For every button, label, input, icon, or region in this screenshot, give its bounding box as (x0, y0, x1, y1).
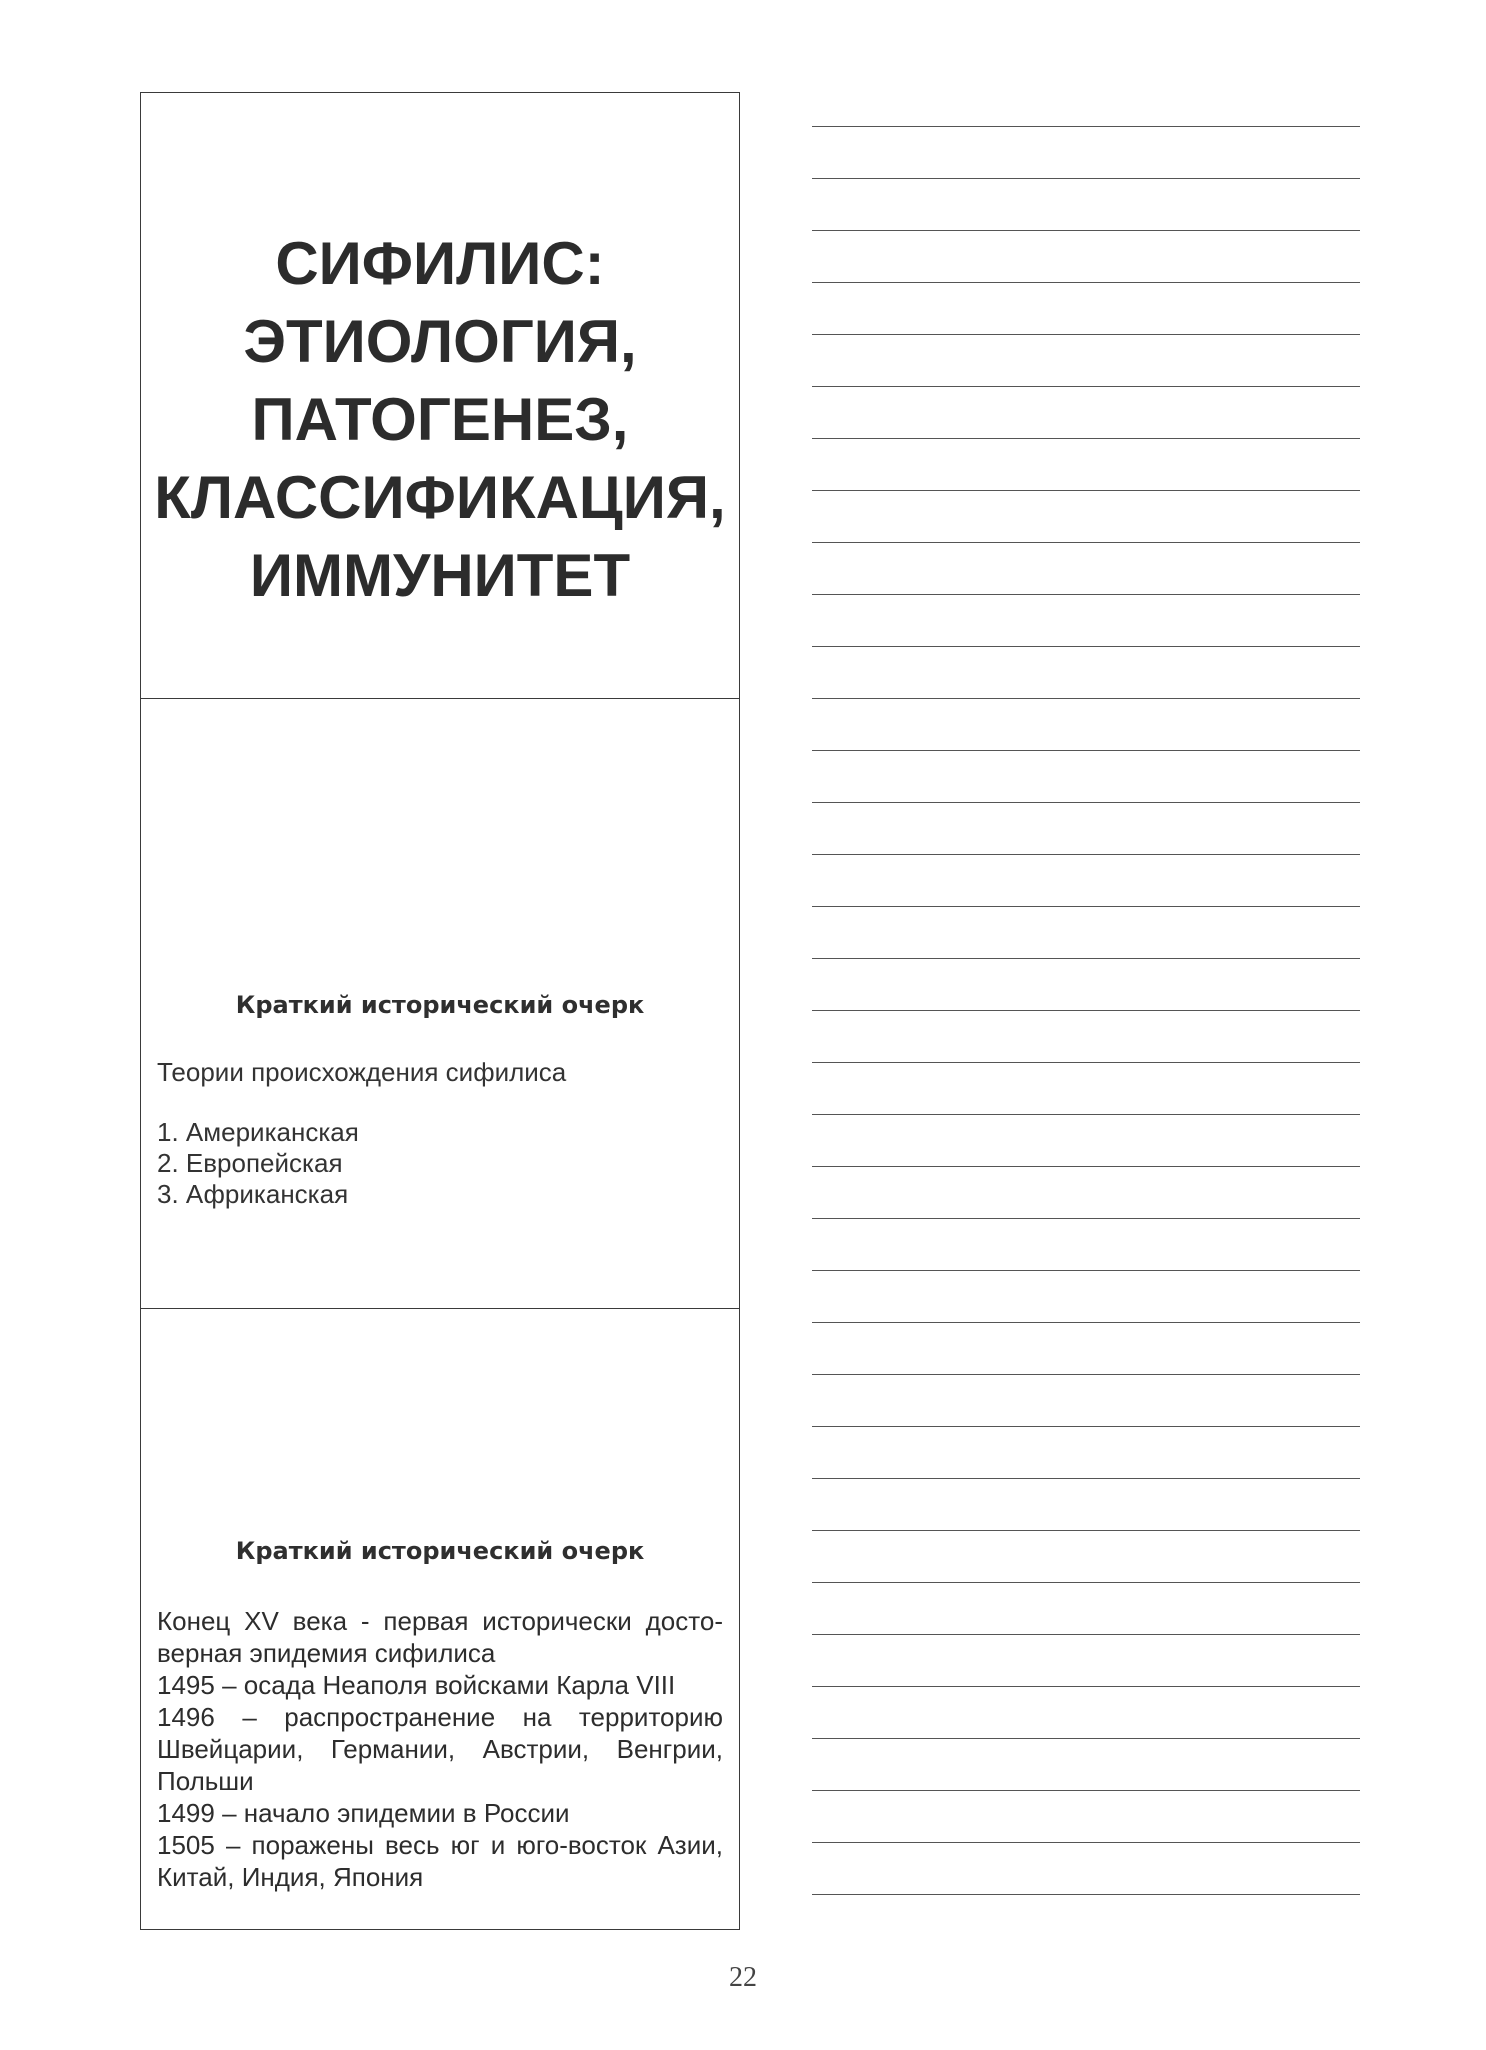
note-line (812, 1114, 1360, 1115)
timeline-paragraph: 1499 – начало эпидемии в России (157, 1798, 570, 1828)
theories-list (157, 1117, 359, 1210)
note-line (812, 1686, 1360, 1687)
slide-column (140, 92, 742, 1930)
note-line (812, 854, 1360, 855)
note-line (812, 1478, 1360, 1479)
note-line (812, 1894, 1360, 1895)
note-line (812, 542, 1360, 543)
note-line (812, 490, 1360, 491)
note-line (812, 1062, 1360, 1063)
notes-lines-area (812, 126, 1360, 1926)
note-line (812, 594, 1360, 595)
note-line (812, 334, 1360, 335)
slide-heading: Краткий исторический очерк (235, 1537, 645, 1565)
note-line (812, 1166, 1360, 1167)
note-line (812, 1790, 1360, 1791)
note-line (812, 1218, 1360, 1219)
slide-title (141, 225, 739, 615)
list-item: 1. Американская (157, 1117, 359, 1147)
timeline-text (157, 1605, 723, 1893)
note-line (812, 1374, 1360, 1375)
title-line-3: ПАТОГЕНЕЗ, (251, 386, 629, 453)
timeline-paragraph: 1496 – распространение на территорию Швейцарии, Германии, Австрии, Венгрии, Польши (157, 1702, 723, 1796)
note-line (812, 1634, 1360, 1635)
title-line-4: КЛАССИФИКАЦИЯ, (154, 464, 726, 531)
note-line (812, 1426, 1360, 1427)
history-slide-timeline (140, 1308, 740, 1930)
list-item: 2. Европейская (157, 1148, 343, 1178)
note-line (812, 1322, 1360, 1323)
note-line (812, 386, 1360, 387)
note-line (812, 1270, 1360, 1271)
note-line (812, 1842, 1360, 1843)
note-line (812, 698, 1360, 699)
note-line (812, 1010, 1360, 1011)
note-line (812, 750, 1360, 751)
list-item: 3. Африканская (157, 1179, 349, 1209)
note-line (812, 906, 1360, 907)
title-line-1: СИФИЛИС: (275, 230, 605, 297)
note-line (812, 802, 1360, 803)
note-line (812, 1582, 1360, 1583)
timeline-paragraph: 1505 – поражены весь юг и юго-восток Азии, Китай, Индия, Япония (157, 1830, 723, 1892)
note-line (812, 282, 1360, 283)
note-line (812, 1530, 1360, 1531)
history-slide-theories (140, 698, 740, 1310)
page-number: 22 (729, 1962, 757, 1993)
note-line (812, 126, 1360, 127)
note-line (812, 958, 1360, 959)
note-line (812, 230, 1360, 231)
note-line (812, 1738, 1360, 1739)
slide-heading: Краткий исторический очерк (235, 991, 645, 1019)
title-line-5: ИММУНИТЕТ (249, 542, 631, 609)
timeline-paragraph: 1495 – осада Неаполя войсками Карла VIII (157, 1670, 676, 1700)
theories-subtitle: Теории происхождения сифилиса (157, 1057, 567, 1087)
note-line (812, 646, 1360, 647)
note-line (812, 438, 1360, 439)
title-slide (140, 92, 740, 700)
note-line (812, 178, 1360, 179)
timeline-paragraph: Конец XV века - первая исторически досто-верная эпидемия сифилиса (157, 1606, 723, 1668)
title-line-2: ЭТИОЛОГИЯ, (243, 308, 637, 375)
